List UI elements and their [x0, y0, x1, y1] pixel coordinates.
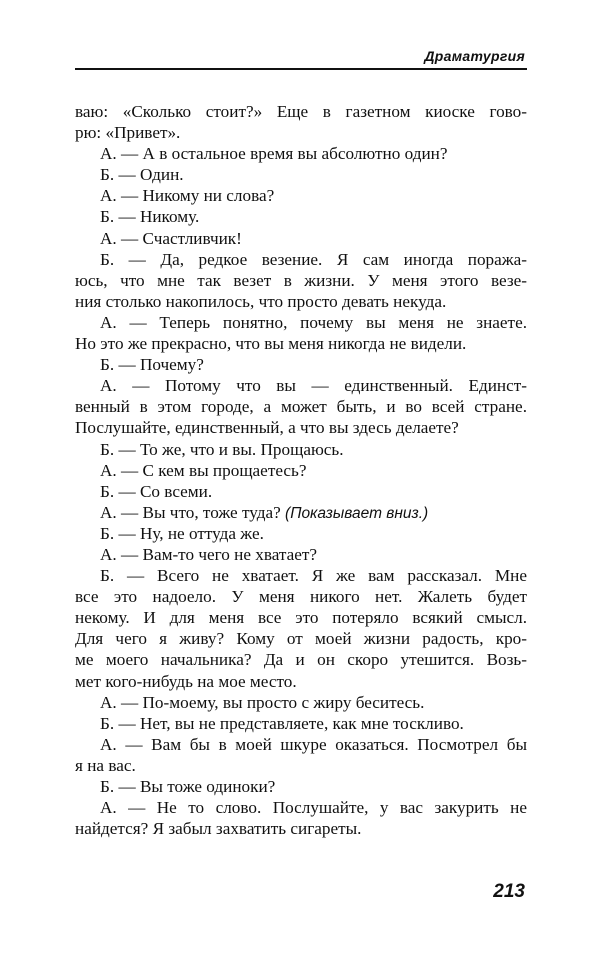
text-line [75, 417, 527, 438]
text-line-content: Б. — Да, редкое везение. Я сам иногда поража- [100, 249, 527, 269]
text-line-content: я на вас. [75, 755, 136, 775]
text-line-content: А. — Теперь понятно, почему вы меня не знаете. [100, 312, 527, 332]
text-line-content: ния столько накопилось, что просто девать некуда. [75, 291, 447, 311]
text-line-content: Б. — То же, что и вы. Прощаюсь. [100, 439, 344, 459]
text-line [75, 734, 527, 755]
running-header: Драматургия [424, 48, 525, 64]
text-line-content: найдется? Я забыл захватить сигареты. [75, 819, 362, 839]
header-rule [75, 68, 527, 70]
text-line-content: юсь, что мне так везет в жизни. У меня этого везе- [75, 270, 527, 290]
text-line [75, 164, 527, 185]
text-line [75, 502, 527, 523]
text-line-content: А. — Счастливчик! [100, 228, 242, 248]
text-line [75, 818, 527, 839]
stage-direction: (Показывает вниз.) [285, 504, 429, 522]
text-line [75, 713, 527, 734]
text-line-content: А. — А в остальное время вы абсолютно один? [100, 144, 448, 164]
text-line-content: А. — С кем вы прощаетесь? [100, 460, 307, 480]
text-line-content: ме моего начальника? Да и он скоро утешится. Возь- [75, 650, 527, 670]
text-line [75, 396, 527, 417]
text-line [75, 649, 527, 670]
text-line-content: Б. — Со всеми. [100, 481, 213, 501]
text-line-content: Б. — Никому. [100, 207, 200, 227]
text-line [75, 143, 527, 164]
text-line [75, 460, 527, 481]
body-text [75, 101, 527, 839]
text-line [75, 291, 527, 312]
text-line-content: Б. — Вы тоже одиноки? [100, 777, 276, 796]
text-line [75, 439, 527, 460]
text-line [75, 270, 527, 291]
text-line-content: мет кого-нибудь на мое место. [75, 671, 297, 691]
text-line-content: Б. — Один. [100, 165, 184, 185]
text-line [75, 628, 527, 649]
text-line [75, 206, 527, 227]
text-line-content: А. — Не то слово. Послушайте, у вас закурить не [100, 798, 527, 818]
text-line-content: Послушайте, единственный, а что вы здесь делаете? [75, 418, 459, 438]
text-line-content: некому. И для меня все это потеряло всякий смысл. [75, 608, 527, 628]
text-line [75, 185, 527, 206]
text-line-content: Но это же прекрасно, что вы меня никогда не видели. [75, 334, 467, 354]
text-line [75, 586, 527, 607]
text-line [75, 354, 527, 375]
text-line-content: А. — Вам бы в моей шкуре оказаться. Посмотрел бы [100, 734, 527, 754]
text-line [75, 481, 527, 502]
text-line [75, 249, 527, 270]
text-line [75, 692, 527, 713]
text-line-content: все это надоело. У меня никого нет. Жалеть будет [75, 587, 527, 607]
text-line-content: Б. — Нет, вы не представляете, как мне тоскливо. [100, 713, 464, 733]
text-line [75, 101, 527, 122]
text-line [75, 755, 527, 776]
text-line-content: А. — По-моему, вы просто с жиру беситесь. [100, 692, 425, 712]
text-line-content: ваю: «Сколько стоит?» Еще в газетном киоске гово- [75, 102, 527, 121]
text-line [75, 375, 527, 396]
page-number: 213 [493, 881, 525, 902]
text-line-content: Для чего я живу? Кому от моей жизни радость, кро- [75, 629, 527, 649]
text-line [75, 776, 527, 797]
text-line-content: Б. — Ну, не оттуда же. [100, 523, 264, 543]
text-line [75, 565, 527, 586]
text-line [75, 333, 527, 354]
text-line [75, 228, 527, 249]
text-line-content: Б. — Почему? [100, 355, 204, 375]
text-line-content: Б. — Всего не хватает. Я же вам рассказал. Мне [100, 566, 527, 586]
text-line [75, 122, 527, 143]
text-line [75, 797, 527, 818]
text-line-content: А. — Потому что вы — единственный. Единст- [100, 376, 527, 396]
text-line [75, 607, 527, 628]
text-line [75, 523, 527, 544]
text-line [75, 312, 527, 333]
text-line [75, 671, 527, 692]
text-line-content: рю: «Привет». [75, 123, 181, 143]
text-line-content: А. — Вы что, тоже туда? [100, 502, 281, 522]
text-line-content: А. — Никому ни слова? [100, 186, 275, 206]
text-line [75, 544, 527, 565]
text-line-content: А. — Вам-то чего не хватает? [100, 544, 318, 564]
text-line-content: венный в этом городе, а может быть, и во всей стране. [75, 397, 527, 417]
